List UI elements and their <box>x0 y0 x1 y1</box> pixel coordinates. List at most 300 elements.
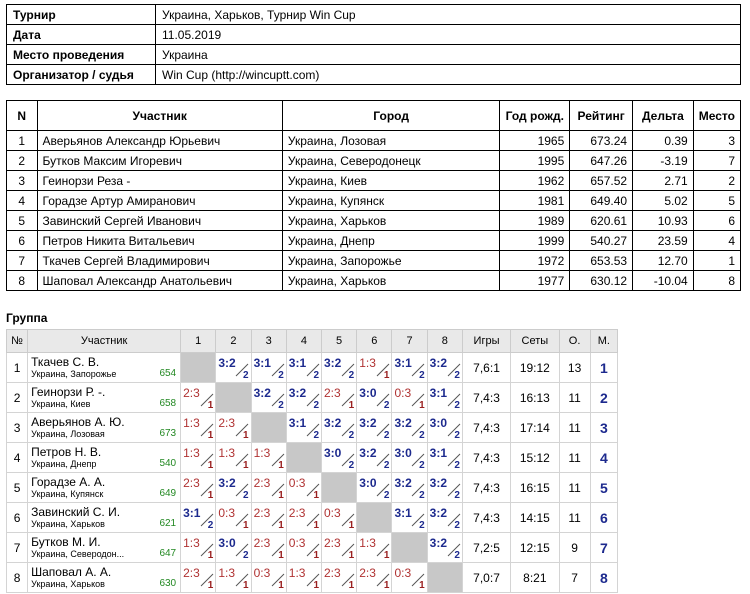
participant-cell: Украина, Харьков <box>282 211 499 231</box>
match-score: 0:3 <box>394 386 412 400</box>
match-score: 3:2 <box>429 506 447 520</box>
group-row-number: 4 <box>7 443 28 473</box>
match-score-cell <box>251 353 286 383</box>
match-score: 3:2 <box>429 476 447 490</box>
match-points: 1 <box>383 550 390 561</box>
match-score: 3:0 <box>218 536 236 550</box>
match-score: 3:0 <box>394 446 412 460</box>
group-row <box>7 563 618 593</box>
match-score: 3:0 <box>429 416 447 430</box>
points-cell: 11 <box>559 473 590 503</box>
match-points: 2 <box>278 400 284 411</box>
match-score-cell <box>181 383 216 413</box>
match-score-cell <box>181 503 216 533</box>
match-score-cell <box>427 443 462 473</box>
participant-cell: 5 <box>7 211 38 231</box>
match-score-cell <box>427 353 462 383</box>
match-points: 1 <box>348 520 355 531</box>
participant-cell: 6 <box>693 211 740 231</box>
match-points: 1 <box>278 520 284 531</box>
group-player-cell <box>28 353 181 383</box>
player-rating: 540 <box>159 458 177 469</box>
match-score: 1:3 <box>218 566 236 580</box>
self-match-cell <box>392 533 427 563</box>
match-score-cell <box>286 533 321 563</box>
match-score-cell <box>251 473 286 503</box>
participant-cell: 8 <box>693 271 740 291</box>
group-row-number: 5 <box>7 473 28 503</box>
match-score: 0:3 <box>288 536 306 550</box>
match-points: 2 <box>243 370 249 381</box>
match-points: 1 <box>278 490 284 501</box>
place-cell: 7 <box>590 533 617 563</box>
match-score: 2:3 <box>288 506 306 520</box>
group-row-number: 3 <box>7 413 28 443</box>
match-score: 3:1 <box>253 356 271 370</box>
player-rating: 658 <box>159 398 177 409</box>
participant-cell: 1 <box>7 131 38 151</box>
player-name: Шаповал А. А. <box>31 565 112 579</box>
place-cell: 2 <box>590 383 617 413</box>
participants-header-cell: Рейтинг <box>570 101 633 131</box>
match-points: 2 <box>348 460 355 471</box>
group-header-cell: 1 <box>181 330 216 353</box>
match-score-cell <box>322 413 357 443</box>
participant-cell: Украина, Днепр <box>282 231 499 251</box>
match-score-cell <box>322 353 357 383</box>
match-points: 2 <box>383 430 390 441</box>
sets-cell: 14:15 <box>511 503 559 533</box>
participants-header-cell: Город <box>282 101 499 131</box>
participant-cell: 7 <box>7 251 38 271</box>
match-score: 1:3 <box>288 566 306 580</box>
place-cell: 6 <box>590 503 617 533</box>
participant-cell: Аверьянов Александр Юрьевич <box>37 131 282 151</box>
group-title: Группа <box>6 311 48 325</box>
group-player-cell <box>28 563 181 593</box>
participant-cell: 2 <box>7 151 38 171</box>
match-score: 3:2 <box>288 386 307 400</box>
group-row-number: 7 <box>7 533 28 563</box>
match-score: 0:3 <box>394 566 412 580</box>
points-cell: 9 <box>559 533 590 563</box>
match-points: 1 <box>383 580 390 591</box>
player-name: Аверьянов А. Ю. <box>31 415 125 429</box>
player-city: Украина, Харьков <box>31 579 105 589</box>
player-name: Завинский С. И. <box>31 505 121 519</box>
match-score: 2:3 <box>253 506 271 520</box>
participant-cell: Украина, Киев <box>282 171 499 191</box>
match-score: 1:3 <box>253 446 271 460</box>
match-score-cell <box>357 353 392 383</box>
participant-cell: 630.12 <box>570 271 633 291</box>
self-match-cell <box>251 413 286 443</box>
games-cell: 7,4:3 <box>462 473 510 503</box>
self-match-cell <box>286 443 321 473</box>
group-header-cell: Игры <box>462 330 510 353</box>
match-points: 1 <box>207 430 214 441</box>
info-key: Место проведения <box>7 45 156 65</box>
group-row-number: 1 <box>7 353 28 383</box>
match-points: 1 <box>313 550 319 561</box>
tournament-info-table <box>6 4 741 85</box>
participant-cell: 1981 <box>500 191 570 211</box>
participant-cell: Украина, Купянск <box>282 191 499 211</box>
participant-cell: 673.24 <box>570 131 633 151</box>
match-score-cell <box>216 503 251 533</box>
group-player-cell <box>28 473 181 503</box>
sets-cell: 19:12 <box>511 353 559 383</box>
games-cell: 7,4:3 <box>462 383 510 413</box>
participant-cell: 2.71 <box>633 171 694 191</box>
match-score-cell <box>286 383 321 413</box>
info-value: 11.05.2019 <box>156 25 741 45</box>
match-points: 2 <box>419 490 425 501</box>
place-cell: 3 <box>590 413 617 443</box>
match-score: 0:3 <box>253 566 271 580</box>
participant-cell: 653.53 <box>570 251 633 271</box>
match-score-cell <box>427 473 462 503</box>
participant-row <box>7 171 741 191</box>
group-header-cell: 5 <box>322 330 357 353</box>
participant-cell: 647.26 <box>570 151 633 171</box>
participant-cell: 1962 <box>500 171 570 191</box>
match-score-cell <box>216 533 251 563</box>
match-score: 2:3 <box>324 536 341 550</box>
match-points: 1 <box>207 490 214 501</box>
match-points: 1 <box>207 550 214 561</box>
match-points: 1 <box>207 580 214 591</box>
player-rating: 630 <box>159 578 177 589</box>
participant-cell: 8 <box>7 271 38 291</box>
player-city: Украина, Харьков <box>31 519 105 529</box>
group-row <box>7 473 618 503</box>
player-name: Петров Н. В. <box>31 445 102 459</box>
match-score: 1:3 <box>183 416 200 430</box>
participant-cell: 12.70 <box>633 251 694 271</box>
match-score: 3:2 <box>394 416 412 430</box>
match-points: 2 <box>454 550 460 561</box>
info-value: Win Cup (http://wincuptt.com) <box>156 65 741 85</box>
group-header-cell: 7 <box>392 330 427 353</box>
participant-cell: 1977 <box>500 271 570 291</box>
match-score: 1:3 <box>218 446 236 460</box>
match-points: 1 <box>419 400 425 411</box>
match-score-cell <box>322 503 357 533</box>
match-score: 0:3 <box>324 506 341 520</box>
info-key: Дата <box>7 25 156 45</box>
player-name: Геинорзи Р. -. <box>31 385 106 399</box>
match-score-cell <box>357 563 392 593</box>
participant-cell: 5 <box>693 191 740 211</box>
group-player-cell <box>28 443 181 473</box>
games-cell: 7,6:1 <box>462 353 510 383</box>
match-score: 3:2 <box>429 356 447 370</box>
participant-cell: Украина, Запорожье <box>282 251 499 271</box>
match-points: 1 <box>243 580 249 591</box>
match-score-cell <box>357 473 392 503</box>
participant-cell: 1972 <box>500 251 570 271</box>
match-score: 3:2 <box>218 476 236 490</box>
participant-cell: 1989 <box>500 211 570 231</box>
group-row <box>7 503 618 533</box>
match-points: 1 <box>348 550 355 561</box>
match-points: 2 <box>419 460 425 471</box>
match-score-cell <box>357 533 392 563</box>
points-cell: 11 <box>559 413 590 443</box>
match-points: 1 <box>313 520 319 531</box>
self-match-cell <box>357 503 392 533</box>
participant-cell: 5.02 <box>633 191 694 211</box>
match-points: 1 <box>278 580 284 591</box>
match-score: 3:0 <box>359 476 377 490</box>
match-score-cell <box>181 413 216 443</box>
place-cell: 8 <box>590 563 617 593</box>
group-player-cell <box>28 503 181 533</box>
group-header-cell: № <box>7 330 28 353</box>
match-points: 2 <box>313 400 319 411</box>
group-header-cell: 4 <box>286 330 321 353</box>
participants-header-cell: Дельта <box>633 101 694 131</box>
match-score-cell <box>216 413 251 443</box>
participant-cell: 3 <box>693 131 740 151</box>
participant-cell: 1 <box>693 251 740 271</box>
match-points: 2 <box>454 370 460 381</box>
participant-cell: 1965 <box>500 131 570 151</box>
player-city: Украина, Купянск <box>31 489 104 499</box>
self-match-cell <box>216 383 251 413</box>
player-rating: 673 <box>159 428 177 439</box>
participant-cell: 649.40 <box>570 191 633 211</box>
participant-cell: 540.27 <box>570 231 633 251</box>
group-header-cell: 2 <box>216 330 251 353</box>
match-score-cell <box>427 503 462 533</box>
match-score-cell <box>392 353 427 383</box>
participant-cell: Петров Никита Витальевич <box>37 231 282 251</box>
participant-cell: 2 <box>693 171 740 191</box>
match-score: 3:2 <box>324 416 342 430</box>
match-points: 2 <box>454 460 460 471</box>
self-match-cell <box>181 353 216 383</box>
match-score: 1:3 <box>359 536 376 550</box>
group-row <box>7 383 618 413</box>
match-score-cell <box>286 473 321 503</box>
place-cell: 5 <box>590 473 617 503</box>
match-score: 3:1 <box>288 416 307 430</box>
participant-cell: Украина, Северодонецк <box>282 151 499 171</box>
match-score-cell <box>357 443 392 473</box>
group-row-number: 2 <box>7 383 28 413</box>
player-rating: 654 <box>159 368 177 379</box>
match-points: 1 <box>243 460 249 471</box>
participant-cell: Горадзе Артур Амиранович <box>37 191 282 211</box>
match-score-cell <box>392 503 427 533</box>
match-score: 2:3 <box>218 416 236 430</box>
match-score: 2:3 <box>183 386 200 400</box>
match-score-cell <box>251 503 286 533</box>
participant-cell: 23.59 <box>633 231 694 251</box>
match-points: 2 <box>383 400 390 411</box>
match-score-cell <box>322 383 357 413</box>
group-header-cell: 6 <box>357 330 392 353</box>
player-name: Бутков М. И. <box>31 535 101 549</box>
match-score-cell <box>216 353 251 383</box>
player-rating: 647 <box>159 548 177 559</box>
participant-cell: Украина, Лозовая <box>282 131 499 151</box>
participant-row <box>7 231 741 251</box>
info-key: Турнир <box>7 5 156 25</box>
match-score-cell <box>216 473 251 503</box>
match-score: 2:3 <box>253 476 271 490</box>
match-score-cell <box>181 563 216 593</box>
match-score: 1:3 <box>183 536 200 550</box>
match-score-cell <box>427 413 462 443</box>
match-points: 2 <box>454 490 460 501</box>
participant-row <box>7 131 741 151</box>
match-score: 3:2 <box>359 416 377 430</box>
info-row <box>7 5 741 25</box>
match-score-cell <box>251 563 286 593</box>
group-row <box>7 413 618 443</box>
group-header-cell: М. <box>590 330 617 353</box>
match-points: 2 <box>278 370 284 381</box>
match-points: 1 <box>207 460 214 471</box>
group-header-cell: 3 <box>251 330 286 353</box>
info-row <box>7 65 741 85</box>
player-city: Украина, Запорожье <box>31 369 117 379</box>
match-score: 3:1 <box>429 446 447 460</box>
match-score-cell <box>181 533 216 563</box>
participant-cell: 4 <box>7 191 38 211</box>
match-score-cell <box>181 443 216 473</box>
participant-cell: 6 <box>7 231 38 251</box>
sets-cell: 16:13 <box>511 383 559 413</box>
participant-cell: -3.19 <box>633 151 694 171</box>
participant-row <box>7 211 741 231</box>
match-points: 1 <box>243 520 249 531</box>
player-city: Украина, Киев <box>31 399 91 409</box>
match-score: 2:3 <box>183 566 200 580</box>
group-crosstable <box>6 329 618 593</box>
match-points: 2 <box>243 490 249 501</box>
group-header-cell: Участник <box>28 330 181 353</box>
self-match-cell <box>427 563 462 593</box>
place-cell: 4 <box>590 443 617 473</box>
match-points: 1 <box>207 400 214 411</box>
match-score: 0:3 <box>218 506 236 520</box>
sets-cell: 15:12 <box>511 443 559 473</box>
match-score-cell <box>427 533 462 563</box>
group-row <box>7 533 618 563</box>
match-score-cell <box>392 473 427 503</box>
participant-cell: Ткачев Сергей Владимирович <box>37 251 282 271</box>
match-score-cell <box>251 383 286 413</box>
match-points: 2 <box>207 520 214 531</box>
participants-header-cell: Участник <box>37 101 282 131</box>
match-score-cell <box>286 503 321 533</box>
group-player-cell <box>28 383 181 413</box>
match-score-cell <box>216 563 251 593</box>
match-score-cell <box>251 443 286 473</box>
info-value: Украина, Харьков, Турнир Win Cup <box>156 5 741 25</box>
info-key: Организатор / судья <box>7 65 156 85</box>
games-cell: 7,4:3 <box>462 413 510 443</box>
participants-header-cell: N <box>7 101 38 131</box>
match-points: 1 <box>313 580 319 591</box>
match-score: 3:2 <box>324 356 342 370</box>
group-row-number: 6 <box>7 503 28 533</box>
points-cell: 7 <box>559 563 590 593</box>
participant-cell: Бутков Максим Игоревич <box>37 151 282 171</box>
match-score-cell <box>181 473 216 503</box>
games-cell: 7,4:3 <box>462 443 510 473</box>
group-player-cell <box>28 413 181 443</box>
sets-cell: 8:21 <box>511 563 559 593</box>
match-score-cell <box>357 413 392 443</box>
points-cell: 11 <box>559 503 590 533</box>
participants-table <box>6 100 741 291</box>
match-score-cell <box>392 383 427 413</box>
match-points: 2 <box>419 520 425 531</box>
player-name: Горадзе А. А. <box>31 475 106 489</box>
match-score-cell <box>357 383 392 413</box>
match-score: 3:1 <box>183 506 201 520</box>
group-header-cell: Сеты <box>511 330 559 353</box>
match-score: 1:3 <box>183 446 200 460</box>
info-row <box>7 45 741 65</box>
points-cell: 13 <box>559 353 590 383</box>
match-points: 2 <box>383 490 390 501</box>
match-score: 3:1 <box>394 356 412 370</box>
match-score-cell <box>392 413 427 443</box>
match-points: 2 <box>419 370 425 381</box>
group-row <box>7 353 618 383</box>
player-rating: 621 <box>159 518 177 529</box>
match-score: 3:0 <box>359 386 377 400</box>
participant-cell: 0.39 <box>633 131 694 151</box>
match-score-cell <box>286 563 321 593</box>
points-cell: 11 <box>559 443 590 473</box>
player-name: Ткачев С. В. <box>31 355 100 369</box>
self-match-cell <box>322 473 357 503</box>
player-city: Украина, Лозовая <box>31 429 105 439</box>
group-header-cell: 8 <box>427 330 462 353</box>
player-city: Украина, Днепр <box>31 459 97 469</box>
match-score-cell <box>286 413 321 443</box>
participants-header-cell: Место <box>693 101 740 131</box>
match-score: 3:2 <box>359 446 377 460</box>
match-points: 2 <box>419 430 425 441</box>
match-score: 2:3 <box>324 386 341 400</box>
player-rating: 649 <box>159 488 177 499</box>
match-score: 3:1 <box>429 386 447 400</box>
match-score: 3:2 <box>253 386 271 400</box>
match-score: 3:1 <box>394 506 412 520</box>
participant-cell: 10.93 <box>633 211 694 231</box>
match-score: 2:3 <box>324 566 341 580</box>
match-points: 2 <box>243 550 249 561</box>
participant-cell: 7 <box>693 151 740 171</box>
match-score-cell <box>322 533 357 563</box>
group-player-cell <box>28 533 181 563</box>
match-score: 1:3 <box>359 356 376 370</box>
match-points: 1 <box>419 580 425 591</box>
match-score-cell <box>216 443 251 473</box>
match-score: 3:2 <box>218 356 236 370</box>
match-points: 1 <box>278 550 284 561</box>
match-score: 2:3 <box>359 566 376 580</box>
match-points: 2 <box>348 430 355 441</box>
